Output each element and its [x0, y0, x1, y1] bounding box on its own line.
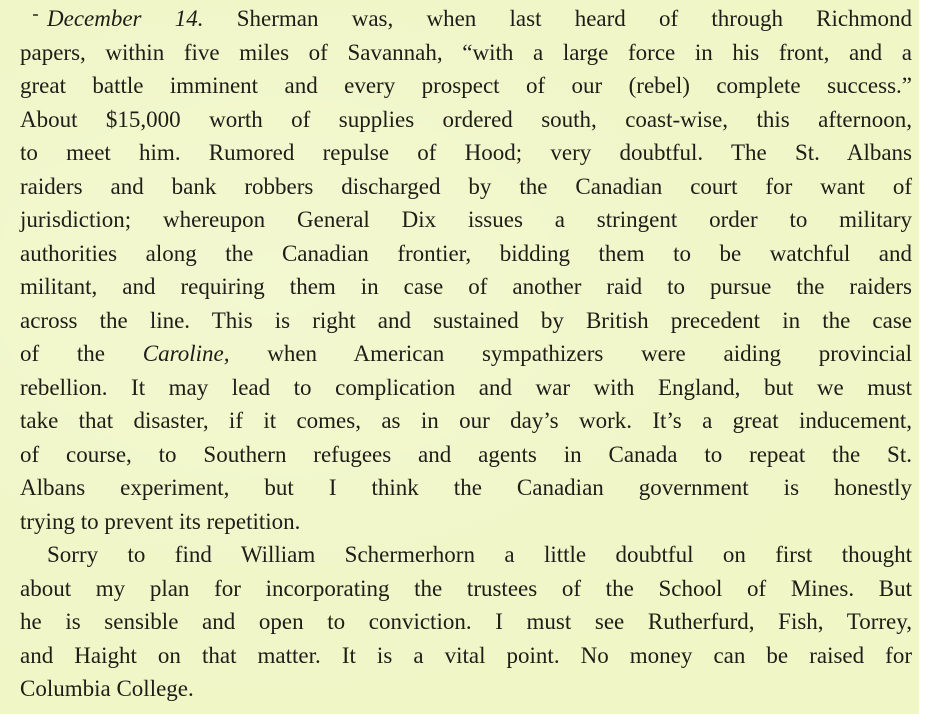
text-line: jurisdiction; whereupon General Dix issues a stringent order to military	[20, 207, 912, 232]
text-line: great battle imminent and every prospect of our (rebel) complete success.”	[20, 73, 912, 98]
text-line	[20, 2, 912, 36]
text-line: of course, to Southern refugees and agents in Canada to repeat the St.	[20, 441, 912, 467]
text-line: militant, and requiring them in case of another raid to pursue the raiders	[20, 274, 912, 299]
text-line: and Haight on that matter. It is a vital point. No money can be raised for	[20, 642, 912, 668]
text-line: across the line. This is right and sustained by British precedent in the case	[20, 307, 912, 333]
diary-entry	[20, 2, 912, 706]
text-fragment: of the	[20, 341, 106, 366]
text-line: about my plan for incorporating the trustees of the School of Mines. But	[20, 575, 912, 601]
text-line: Columbia College.	[20, 676, 194, 701]
ship-name: Caroline,	[142, 341, 230, 366]
text-line: raiders and bank robbers discharged by the Canadian court for want of	[20, 173, 912, 199]
entry-date: December 14.	[47, 6, 204, 31]
text-line: authorities along the Canadian frontier, bidding them to be watchful and	[20, 240, 912, 266]
text-line: he is sensible and open to conviction. I must see Rutherfurd, Fish, Torrey,	[20, 609, 912, 634]
text-line: Sorry to find William Schermerhorn a little doubtful on first thought	[47, 542, 912, 567]
text-line: to meet him. Rumored repulse of Hood; very doubtful. The St. Albans	[20, 140, 912, 165]
text-line: Albans experiment, but I think the Canadian government is honestly	[20, 475, 912, 500]
text-line: take that disaster, if it comes, as in our day’s work. It’s a great inducement,	[20, 408, 912, 433]
text-fragment: Sherman was, when last heard of through Richmond	[236, 6, 912, 31]
text-line: About $15,000 worth of supplies ordered south, coast-wise, this afternoon,	[20, 106, 912, 132]
text-line: rebellion. It may lead to complication and war with England, but we must	[20, 374, 912, 400]
text-line: trying to prevent its repetition.	[20, 508, 301, 534]
text-line	[20, 337, 912, 371]
text-fragment: when American sympathizers were aiding provincial	[267, 341, 913, 366]
text-line: papers, within five miles of Savannah, “with a large force in his front, and a	[20, 39, 912, 65]
